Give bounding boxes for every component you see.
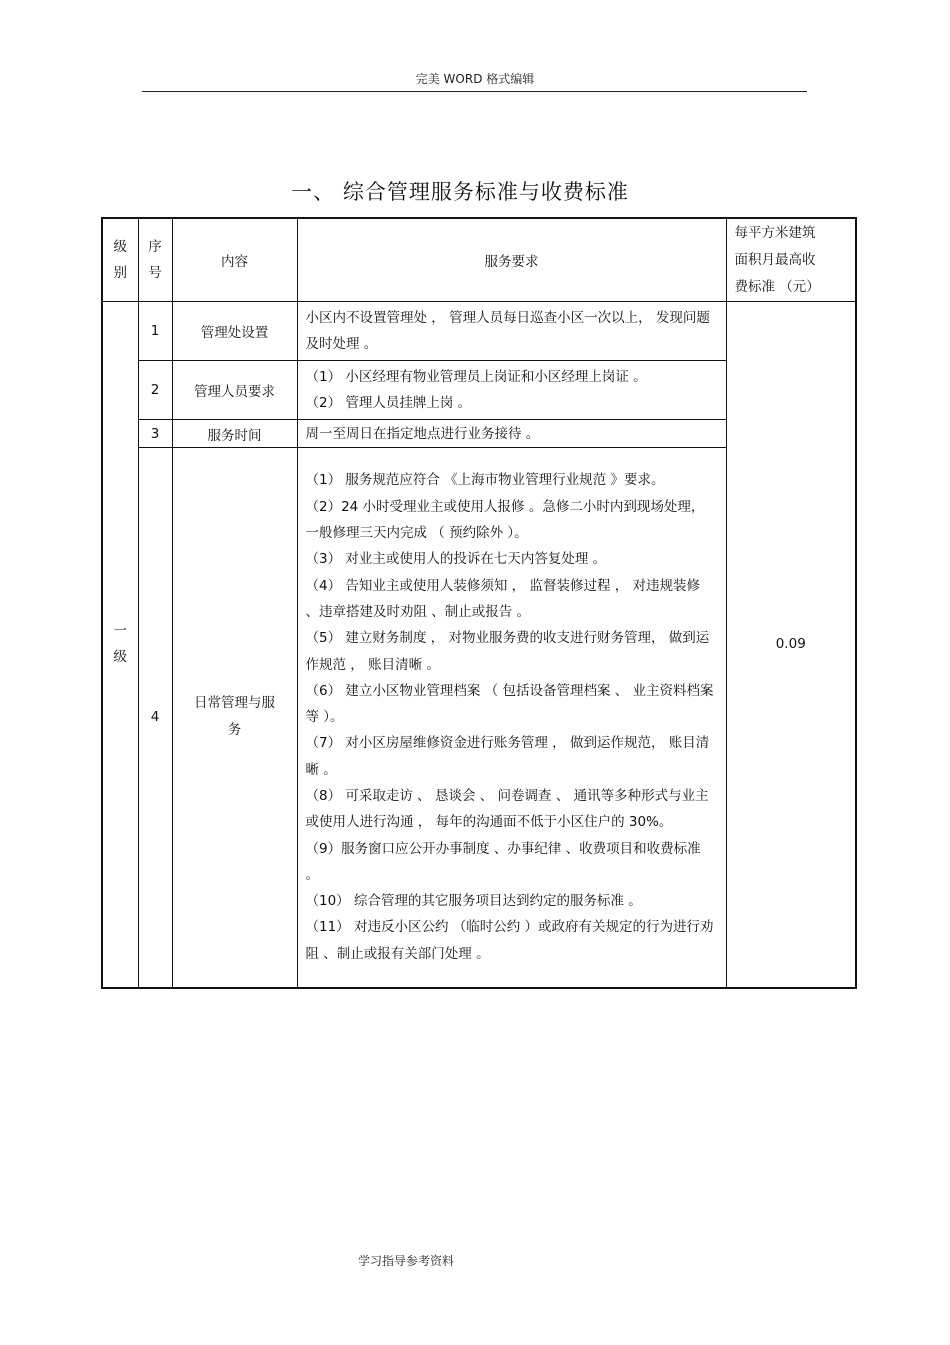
table-header-row — [102, 218, 856, 302]
header-content: 内容 — [172, 218, 297, 302]
requirement-item: （8） 可采取走访 、 恳谈会 、 问卷调查 、 通讯等多种形式与业主或使用人进行沟通 ， 每年的沟通面不低于小区住户的 30%。 — [305, 787, 709, 831]
header-level — [102, 218, 138, 302]
seq-cell: 2 — [138, 361, 172, 420]
requirement-item: 小区内不设置管理处 ， 管理人员每日巡查小区一次以上， 发现问题及时处理 。 — [305, 310, 710, 352]
header-seq-line: 序 — [148, 239, 162, 255]
header-seq — [138, 218, 172, 302]
fee-value-cell: 0.09 — [726, 302, 856, 988]
content-cell — [172, 302, 297, 361]
header-divider — [142, 91, 807, 92]
header-fee-line: 每平方米建筑 — [734, 224, 816, 241]
page-header: 完美 WORD 格式编辑 — [415, 72, 535, 86]
requirement-item: （4） 告知业主或使用人装修须知 ， 监督装修过程 ， 对违规装修 、违章搭建及时劝阻 、制止或报告 。 — [305, 577, 701, 620]
header-fee-line: 面积月最高收 — [734, 251, 816, 268]
header-requirement: 服务要求 — [297, 218, 726, 302]
requirement-item: （1） 小区经理有物业管理员上岗证和小区经理上岗证 。 — [305, 369, 647, 385]
requirement-item: （5） 建立财务制度 ， 对物业服务费的收支进行财务管理， 做到运作规范 ， 账目清晰 。 — [305, 630, 710, 673]
requirement-item: （1） 服务规范应符合 《上海市物业管理行业规范 》要求。 — [305, 472, 665, 489]
requirement-item: （10） 综合管理的其它服务项目达到约定的服务标准 。 — [305, 893, 642, 910]
requirement-item: （9）服务窗口应公开办事制度 、办事纪律 、收费项目和收费标准 。 — [305, 840, 701, 883]
seq-cell: 4 — [138, 448, 172, 988]
level-cell — [102, 302, 138, 988]
requirement-item: （11） 对违反小区公约 （临时公约 ）或政府有关规定的行为进行劝阻 、制止或报有关部门处理 。 — [305, 919, 714, 962]
requirement-item: （3） 对业主或使用人的投诉在七天内答复处理 。 — [305, 551, 607, 568]
level-line: 级 — [113, 649, 127, 666]
requirement-cell — [297, 420, 726, 448]
requirement-item: （6） 建立小区物业管理档案 （ 包括设备管理档案 、 业主资料档案等 ）。 — [305, 682, 714, 726]
content-cell — [172, 448, 297, 988]
content-line: 管理人员要求 — [194, 384, 275, 400]
content-line: 务 — [227, 722, 242, 739]
content-line: 服务时间 — [207, 427, 262, 444]
content-cell — [172, 420, 297, 448]
header-seq-line: 号 — [148, 265, 162, 281]
service-standard-table — [101, 217, 857, 989]
page-footer: 学习指导参考资料 — [358, 1254, 455, 1268]
seq-cell: 1 — [138, 302, 172, 361]
table-row — [102, 302, 856, 361]
header-level-line: 级 — [113, 239, 127, 255]
header-fee — [726, 218, 856, 302]
header-fee-line: 费标准 （元） — [734, 278, 820, 295]
document-title: 一、 综合管理服务标准与收费标准 — [291, 180, 629, 204]
requirement-cell — [297, 361, 726, 420]
content-line: 管理处设置 — [200, 325, 269, 341]
requirement-item: （7） 对小区房屋维修资金进行账务管理 ， 做到运作规范， 账目清晰 。 — [305, 735, 710, 778]
content-cell — [172, 361, 297, 420]
requirement-item: （2）24 小时受理业主或使用人报修 。急修二小时内到现场处理， 一般修理三天内完成 （ 预约除外 ）。 — [305, 498, 705, 542]
seq-cell: 3 — [138, 420, 172, 448]
header-level-line: 别 — [113, 265, 127, 281]
requirement-cell — [297, 302, 726, 361]
requirement-item: 周一至周日在指定地点进行业务接待 。 — [305, 425, 540, 442]
content-line: 日常管理与服 — [194, 695, 275, 712]
level-line: 一 — [113, 623, 127, 640]
requirement-cell — [297, 448, 726, 988]
requirement-item: （2） 管理人员挂牌上岗 。 — [305, 395, 472, 411]
